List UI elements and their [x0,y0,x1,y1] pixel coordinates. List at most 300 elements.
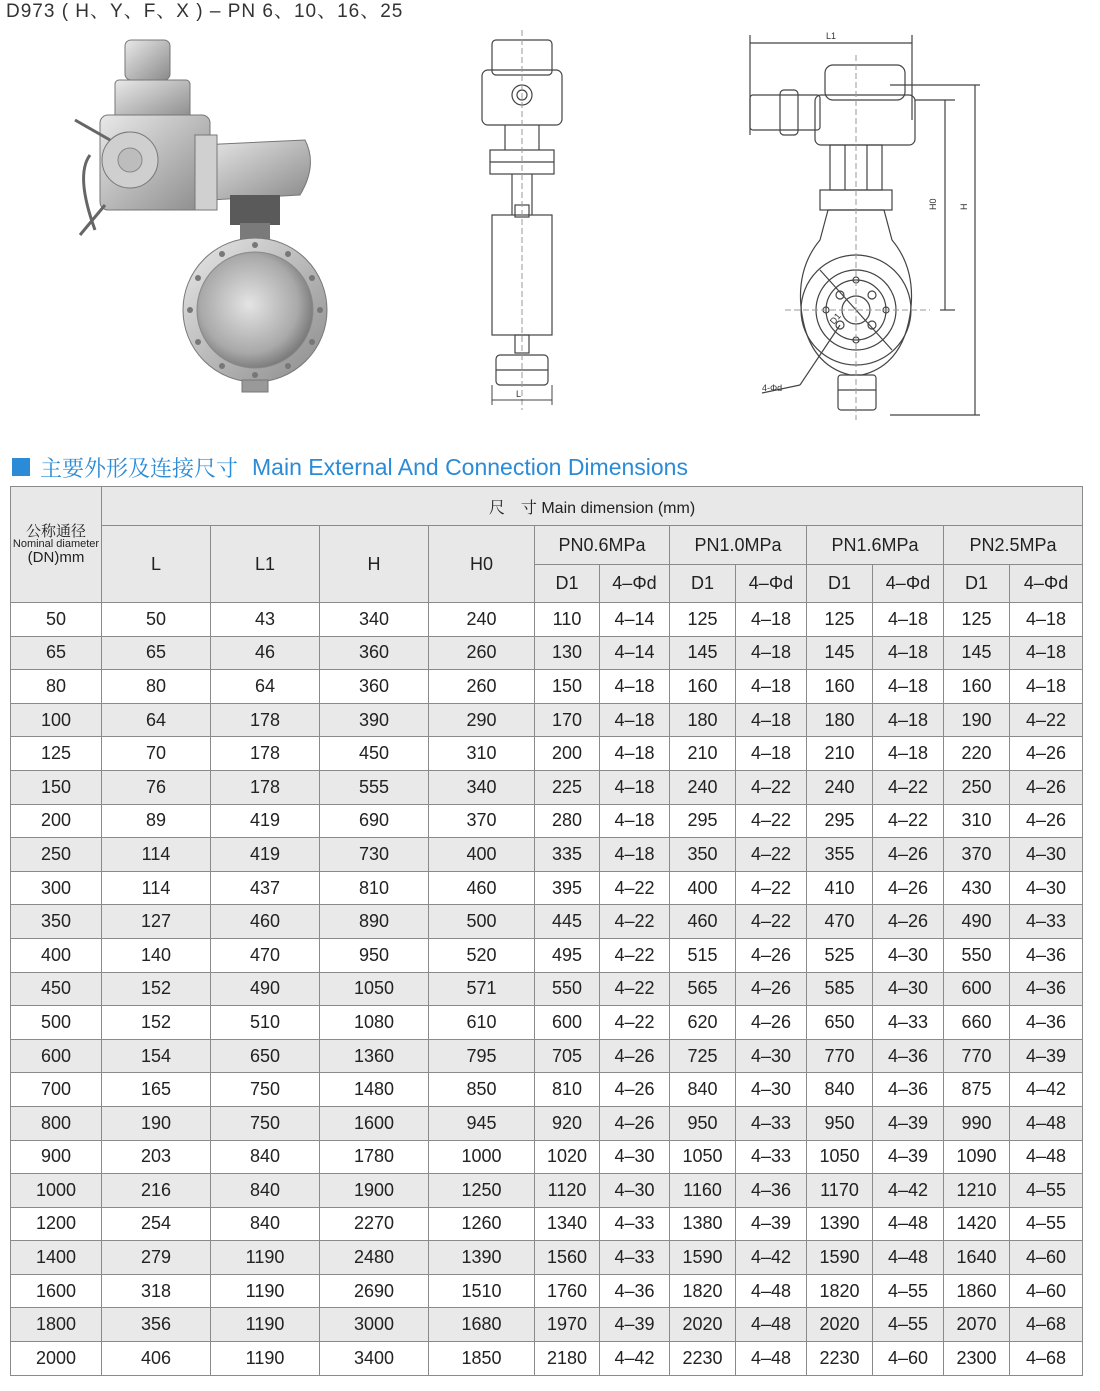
cell-dn: 600 [11,1039,102,1073]
cell-pn10-d1: 210 [670,737,736,771]
cell-l: 356 [102,1308,211,1342]
cell-pn10-d1: 240 [670,770,736,804]
cell-pn16-d1: 650 [807,1006,873,1040]
cell-pn25-bolt: 4–26 [1010,737,1083,771]
cell-h: 810 [320,871,429,905]
cell-pn06-bolt: 4–14 [600,603,670,637]
cell-dn: 1600 [11,1274,102,1308]
cell-pn25-d1: 1420 [944,1207,1010,1241]
cell-dn: 300 [11,871,102,905]
cell-dn: 200 [11,804,102,838]
cell-pn10-bolt: 4–18 [736,670,807,704]
cell-l: 127 [102,905,211,939]
cell-h0: 1850 [429,1342,535,1376]
label-l1: L1 [826,31,837,41]
section-title-en: Main External And Connection Dimensions [252,453,688,480]
cell-h: 2270 [320,1207,429,1241]
cell-h0: 260 [429,670,535,704]
cell-pn16-bolt: 4–36 [873,1039,944,1073]
cell-pn25-bolt: 4–30 [1010,871,1083,905]
cell-pn16-d1: 585 [807,972,873,1006]
cell-h0: 1250 [429,1174,535,1208]
header-d1: D1 [670,565,736,603]
cell-pn06-d1: 445 [535,905,600,939]
cell-pn16-d1: 410 [807,871,873,905]
cell-h0: 1680 [429,1308,535,1342]
header-main-dimension: 尺 寸 Main dimension (mm) [102,487,1083,526]
cell-pn06-d1: 225 [535,770,600,804]
header-pn16: PN1.6MPa [807,526,944,565]
cell-pn06-bolt: 4–39 [600,1308,670,1342]
cell-pn06-d1: 170 [535,703,600,737]
cell-pn06-d1: 110 [535,603,600,637]
cell-pn10-d1: 350 [670,838,736,872]
cell-pn10-bolt: 4–22 [736,770,807,804]
table-row [11,636,1083,670]
valve-product-photo [60,35,340,395]
cell-pn06-bolt: 4–30 [600,1140,670,1174]
valve-side-drawing [740,25,990,420]
cell-h: 390 [320,703,429,737]
cell-l1: 437 [211,871,320,905]
cell-pn25-bolt: 4–68 [1010,1308,1083,1342]
header-l1: L1 [211,526,320,603]
cell-pn25-d1: 660 [944,1006,1010,1040]
cell-h0: 310 [429,737,535,771]
cell-dn: 350 [11,905,102,939]
cell-pn10-bolt: 4–33 [736,1140,807,1174]
cell-l1: 46 [211,636,320,670]
cell-pn10-d1: 400 [670,871,736,905]
table-row [11,838,1083,872]
cell-pn25-d1: 990 [944,1106,1010,1140]
cell-pn06-bolt: 4–22 [600,871,670,905]
cell-pn06-d1: 200 [535,737,600,771]
cell-pn06-bolt: 4–22 [600,905,670,939]
cell-pn10-bolt: 4–18 [736,636,807,670]
cell-l1: 750 [211,1106,320,1140]
cell-h0: 571 [429,972,535,1006]
cell-dn: 1800 [11,1308,102,1342]
cell-l1: 1190 [211,1274,320,1308]
header-d1: D1 [807,565,873,603]
cell-l1: 510 [211,1006,320,1040]
cell-h0: 290 [429,703,535,737]
cell-pn10-d1: 145 [670,636,736,670]
cell-h0: 1390 [429,1241,535,1275]
cell-dn: 1000 [11,1174,102,1208]
cell-pn06-bolt: 4–26 [600,1073,670,1107]
cell-dn: 500 [11,1006,102,1040]
cell-pn25-d1: 1090 [944,1140,1010,1174]
cell-pn16-d1: 125 [807,603,873,637]
cell-pn10-d1: 950 [670,1106,736,1140]
header-bolt: 4–Φd [736,565,807,603]
cell-pn06-d1: 1120 [535,1174,600,1208]
cell-pn16-bolt: 4–30 [873,972,944,1006]
cell-pn16-bolt: 4–55 [873,1274,944,1308]
cell-l1: 840 [211,1140,320,1174]
cell-dn: 150 [11,770,102,804]
cell-pn06-d1: 705 [535,1039,600,1073]
valve-front-drawing [470,30,580,410]
cell-pn16-bolt: 4–36 [873,1073,944,1107]
model-title: D973 ( H、Y、F、X ) – PN 6、10、16、25 [6,1,404,22]
table-row [11,737,1083,771]
label-h: H [959,203,969,210]
cell-pn06-d1: 130 [535,636,600,670]
cell-pn16-bolt: 4–22 [873,804,944,838]
cell-h0: 460 [429,871,535,905]
cell-pn16-bolt: 4–30 [873,938,944,972]
cell-h0: 520 [429,938,535,972]
cell-pn16-bolt: 4–18 [873,703,944,737]
cell-l: 76 [102,770,211,804]
cell-pn16-bolt: 4–55 [873,1308,944,1342]
table-row [11,1342,1083,1376]
table-row [11,1006,1083,1040]
cell-l: 203 [102,1140,211,1174]
header-dn: 公称通径 Nominal diameter (DN)mm [11,487,102,603]
cell-h: 360 [320,636,429,670]
cell-l1: 650 [211,1039,320,1073]
cell-dn: 450 [11,972,102,1006]
cell-l: 190 [102,1106,211,1140]
cell-pn16-bolt: 4–18 [873,670,944,704]
cell-dn: 800 [11,1106,102,1140]
table-row [11,804,1083,838]
cell-pn06-d1: 1970 [535,1308,600,1342]
cell-pn25-d1: 370 [944,838,1010,872]
cell-pn10-d1: 295 [670,804,736,838]
table-row [11,603,1083,637]
cell-pn10-d1: 1160 [670,1174,736,1208]
cell-pn06-bolt: 4–33 [600,1241,670,1275]
table-row [11,938,1083,972]
cell-pn06-d1: 395 [535,871,600,905]
cell-l1: 64 [211,670,320,704]
dimensions-table-body [11,603,1083,1376]
cell-l: 165 [102,1073,211,1107]
cell-pn16-bolt: 4–33 [873,1006,944,1040]
cell-h0: 370 [429,804,535,838]
cell-pn25-bolt: 4–26 [1010,804,1083,838]
cell-l: 216 [102,1174,211,1208]
cell-l: 279 [102,1241,211,1275]
table-row [11,1241,1083,1275]
cell-pn06-d1: 1560 [535,1241,600,1275]
cell-dn: 125 [11,737,102,771]
cell-l1: 43 [211,603,320,637]
cell-pn25-bolt: 4–33 [1010,905,1083,939]
table-row [11,1073,1083,1107]
header-d1: D1 [535,565,600,603]
cell-pn16-bolt: 4–22 [873,770,944,804]
cell-pn25-d1: 160 [944,670,1010,704]
cell-pn10-bolt: 4–18 [736,603,807,637]
cell-pn25-d1: 430 [944,871,1010,905]
cell-l1: 840 [211,1207,320,1241]
cell-h0: 795 [429,1039,535,1073]
cell-pn25-bolt: 4–36 [1010,1006,1083,1040]
table-row [11,1039,1083,1073]
cell-pn16-d1: 470 [807,905,873,939]
header-bolt: 4–Φd [873,565,944,603]
cell-h0: 610 [429,1006,535,1040]
cell-pn25-bolt: 4–60 [1010,1241,1083,1275]
cell-pn06-bolt: 4–18 [600,670,670,704]
product-figures [0,20,1100,440]
cell-pn16-d1: 1050 [807,1140,873,1174]
cell-l1: 1190 [211,1342,320,1376]
cell-l: 318 [102,1274,211,1308]
cell-pn10-d1: 2230 [670,1342,736,1376]
cell-pn06-bolt: 4–14 [600,636,670,670]
cell-h: 450 [320,737,429,771]
cell-h0: 1000 [429,1140,535,1174]
cell-l1: 1190 [211,1241,320,1275]
cell-pn16-bolt: 4–26 [873,871,944,905]
cell-l1: 470 [211,938,320,972]
table-row [11,1308,1083,1342]
cell-pn25-d1: 310 [944,804,1010,838]
cell-pn10-bolt: 4–18 [736,703,807,737]
header-bolt: 4–Φd [1010,565,1083,603]
cell-pn06-d1: 550 [535,972,600,1006]
cell-pn16-d1: 240 [807,770,873,804]
cell-pn06-bolt: 4–18 [600,838,670,872]
cell-pn25-d1: 600 [944,972,1010,1006]
cell-pn16-bolt: 4–26 [873,905,944,939]
cell-l: 140 [102,938,211,972]
cell-l: 64 [102,703,211,737]
cell-h: 730 [320,838,429,872]
cell-pn10-bolt: 4–42 [736,1241,807,1275]
label-l: L [516,389,522,399]
cell-pn25-bolt: 4–55 [1010,1174,1083,1208]
section-title-cn: 主要外形及连接尺寸 [40,456,239,482]
cell-h: 950 [320,938,429,972]
cell-dn: 1200 [11,1207,102,1241]
cell-dn: 65 [11,636,102,670]
cell-pn16-bolt: 4–42 [873,1174,944,1208]
cell-h0: 240 [429,603,535,637]
cell-l: 406 [102,1342,211,1376]
cell-h0: 945 [429,1106,535,1140]
cell-pn06-bolt: 4–42 [600,1342,670,1376]
cell-dn: 1400 [11,1241,102,1275]
cell-pn16-bolt: 4–39 [873,1140,944,1174]
cell-pn25-d1: 2300 [944,1342,1010,1376]
table-row [11,670,1083,704]
cell-pn06-d1: 920 [535,1106,600,1140]
cell-pn16-bolt: 4–60 [873,1342,944,1376]
cell-dn: 900 [11,1140,102,1174]
cell-pn16-d1: 160 [807,670,873,704]
cell-l1: 460 [211,905,320,939]
cell-l1: 490 [211,972,320,1006]
cell-pn25-bolt: 4–42 [1010,1073,1083,1107]
cell-l1: 178 [211,737,320,771]
cell-h: 1360 [320,1039,429,1073]
cell-l: 152 [102,972,211,1006]
cell-l: 89 [102,804,211,838]
cell-pn16-bolt: 4–18 [873,603,944,637]
cell-pn10-bolt: 4–18 [736,737,807,771]
cell-pn06-bolt: 4–22 [600,972,670,1006]
cell-pn25-d1: 250 [944,770,1010,804]
cell-pn06-bolt: 4–30 [600,1174,670,1208]
cell-pn06-bolt: 4–36 [600,1274,670,1308]
cell-pn25-d1: 1210 [944,1174,1010,1208]
cell-pn10-d1: 1380 [670,1207,736,1241]
cell-dn: 400 [11,938,102,972]
cell-pn25-bolt: 4–18 [1010,670,1083,704]
cell-pn16-d1: 1820 [807,1274,873,1308]
table-row [11,1174,1083,1208]
cell-h0: 500 [429,905,535,939]
cell-pn25-d1: 1860 [944,1274,1010,1308]
cell-pn25-bolt: 4–36 [1010,972,1083,1006]
cell-pn06-bolt: 4–33 [600,1207,670,1241]
cell-h: 1080 [320,1006,429,1040]
cell-pn06-bolt: 4–26 [600,1106,670,1140]
cell-pn06-d1: 600 [535,1006,600,1040]
cell-h0: 260 [429,636,535,670]
cell-pn16-d1: 1590 [807,1241,873,1275]
cell-l: 80 [102,670,211,704]
cell-pn06-bolt: 4–18 [600,703,670,737]
cell-pn06-d1: 495 [535,938,600,972]
cell-pn10-bolt: 4–26 [736,938,807,972]
cell-pn25-d1: 550 [944,938,1010,972]
cell-pn06-d1: 1760 [535,1274,600,1308]
cell-pn06-bolt: 4–22 [600,1006,670,1040]
cell-pn25-bolt: 4–26 [1010,770,1083,804]
cell-dn: 250 [11,838,102,872]
cell-pn06-d1: 1340 [535,1207,600,1241]
cell-pn10-bolt: 4–26 [736,1006,807,1040]
header-d1: D1 [944,565,1010,603]
cell-pn25-bolt: 4–48 [1010,1106,1083,1140]
cell-l: 254 [102,1207,211,1241]
cell-pn25-d1: 220 [944,737,1010,771]
cell-pn16-d1: 355 [807,838,873,872]
cell-dn: 700 [11,1073,102,1107]
cell-h: 1780 [320,1140,429,1174]
cell-l1: 840 [211,1174,320,1208]
cell-pn10-d1: 515 [670,938,736,972]
cell-pn25-d1: 770 [944,1039,1010,1073]
cell-pn10-bolt: 4–30 [736,1039,807,1073]
cell-h: 1050 [320,972,429,1006]
cell-pn10-d1: 1820 [670,1274,736,1308]
cell-pn10-d1: 840 [670,1073,736,1107]
cell-pn16-bolt: 4–48 [873,1241,944,1275]
cell-h: 1480 [320,1073,429,1107]
cell-h: 360 [320,670,429,704]
cell-dn: 100 [11,703,102,737]
cell-pn16-bolt: 4–18 [873,636,944,670]
header-l: L [102,526,211,603]
cell-l1: 419 [211,804,320,838]
header-pn10: PN1.0MPa [670,526,807,565]
table-row [11,905,1083,939]
cell-pn25-bolt: 4–68 [1010,1342,1083,1376]
cell-pn10-d1: 565 [670,972,736,1006]
cell-pn25-bolt: 4–30 [1010,838,1083,872]
cell-pn10-d1: 620 [670,1006,736,1040]
cell-pn25-bolt: 4–22 [1010,703,1083,737]
cell-h: 2480 [320,1241,429,1275]
header-h0: H0 [429,526,535,603]
table-row [11,770,1083,804]
cell-pn10-bolt: 4–39 [736,1207,807,1241]
cell-pn25-bolt: 4–39 [1010,1039,1083,1073]
cell-pn16-bolt: 4–48 [873,1207,944,1241]
cell-pn06-bolt: 4–22 [600,938,670,972]
cell-pn16-d1: 210 [807,737,873,771]
table-row [11,703,1083,737]
cell-l: 154 [102,1039,211,1073]
cell-pn10-bolt: 4–22 [736,905,807,939]
cell-pn16-d1: 770 [807,1039,873,1073]
cell-pn25-d1: 145 [944,636,1010,670]
cell-pn25-bolt: 4–18 [1010,603,1083,637]
cell-pn10-d1: 180 [670,703,736,737]
cell-h: 2690 [320,1274,429,1308]
header-bolt: 4–Φd [600,565,670,603]
cell-pn10-bolt: 4–22 [736,871,807,905]
cell-pn10-d1: 125 [670,603,736,637]
cell-pn16-d1: 295 [807,804,873,838]
header-pn06: PN0.6MPa [535,526,670,565]
cell-h: 690 [320,804,429,838]
cell-h0: 1510 [429,1274,535,1308]
cell-l1: 419 [211,838,320,872]
table-row [11,1207,1083,1241]
cell-pn06-d1: 1020 [535,1140,600,1174]
cell-pn10-d1: 1590 [670,1241,736,1275]
cell-pn06-d1: 335 [535,838,600,872]
cell-pn16-bolt: 4–39 [873,1106,944,1140]
cell-h0: 1260 [429,1207,535,1241]
cell-pn10-d1: 1050 [670,1140,736,1174]
label-d1: D1 [827,311,843,327]
cell-pn16-d1: 180 [807,703,873,737]
cell-pn16-d1: 950 [807,1106,873,1140]
cell-pn16-d1: 840 [807,1073,873,1107]
label-bolt: 4-Φd [762,383,783,393]
header-pn25: PN2.5MPa [944,526,1083,565]
cell-pn25-bolt: 4–18 [1010,636,1083,670]
section-marker [12,458,30,476]
cell-pn06-d1: 280 [535,804,600,838]
cell-pn10-bolt: 4–33 [736,1106,807,1140]
cell-pn25-d1: 875 [944,1073,1010,1107]
cell-h0: 850 [429,1073,535,1107]
cell-pn10-bolt: 4–48 [736,1274,807,1308]
cell-pn10-bolt: 4–26 [736,972,807,1006]
cell-h: 340 [320,603,429,637]
cell-pn25-d1: 190 [944,703,1010,737]
cell-pn10-bolt: 4–36 [736,1174,807,1208]
cell-pn16-d1: 145 [807,636,873,670]
cell-dn: 2000 [11,1342,102,1376]
cell-l1: 178 [211,770,320,804]
cell-pn06-bolt: 4–18 [600,737,670,771]
cell-pn25-d1: 2070 [944,1308,1010,1342]
